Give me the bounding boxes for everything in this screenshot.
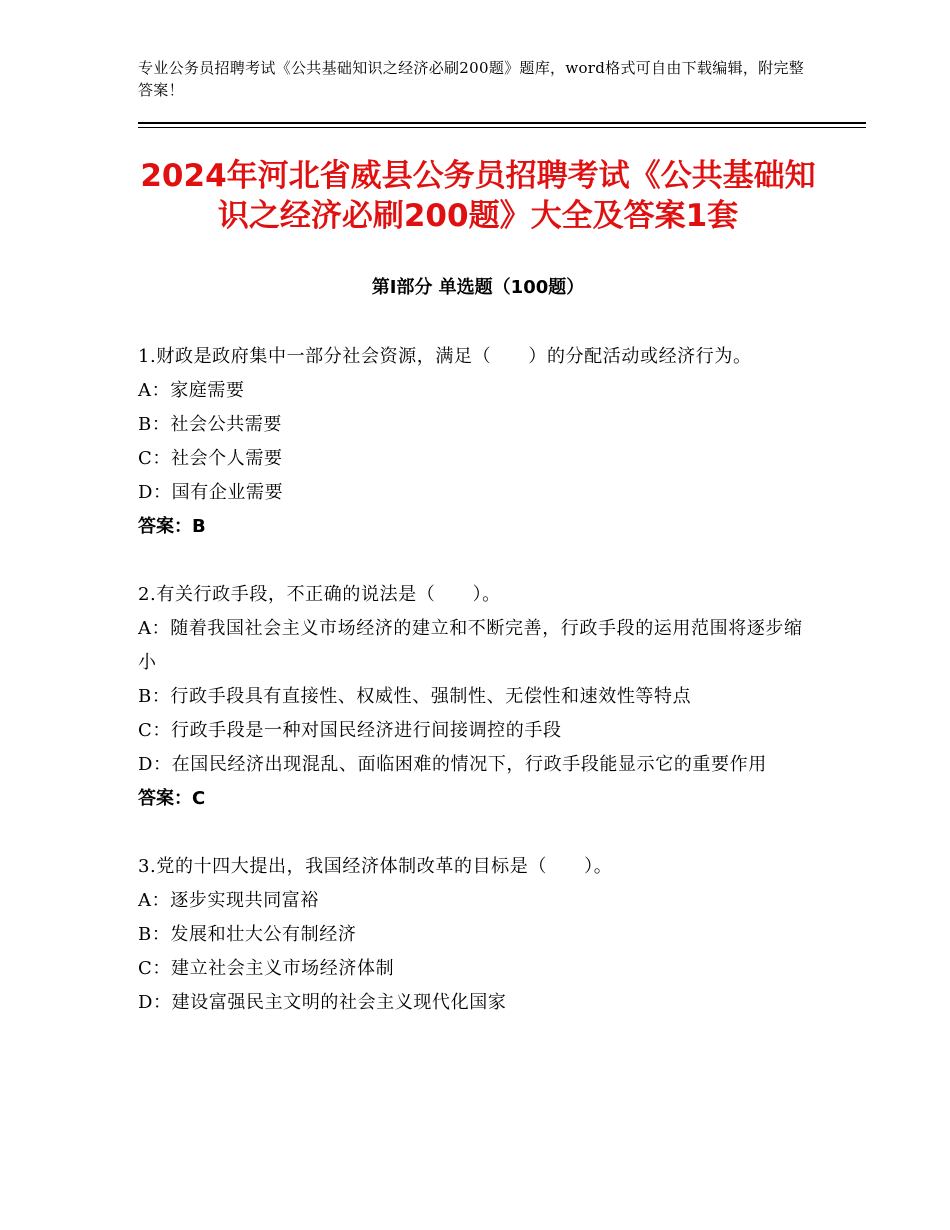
option-b: B：发展和壮大公有制经济 <box>138 924 357 945</box>
option-c: C：行政手段是一种对国民经济进行间接调控的手段 <box>138 720 562 741</box>
header-divider-thin <box>138 127 866 128</box>
option-c: C：建立社会主义市场经济体制 <box>138 958 395 979</box>
question-stem: 1.财政是政府集中一部分社会资源，满足（ ）的分配活动或经济行为。 <box>138 346 752 367</box>
header-divider-thick <box>138 122 866 124</box>
option-d: D：建设富强民主文明的社会主义现代化国家 <box>138 992 507 1013</box>
option-a: A：家庭需要 <box>138 380 245 401</box>
document-title: 2024年河北省威县公务员招聘考试《公共基础知识之经济必刷200题》大全及答案1套 <box>140 158 816 234</box>
section-heading: 第Ⅰ部分 单选题（100题） <box>371 277 585 298</box>
option-d: D：在国民经济出现混乱、面临困难的情况下，行政手段能显示它的重要作用 <box>138 754 767 775</box>
question-stem: 2.有关行政手段，不正确的说法是（ ）。 <box>138 584 501 605</box>
question-stem: 3.党的十四大提出，我国经济体制改革的目标是（ ）。 <box>138 856 613 877</box>
option-b: B：行政手段具有直接性、权威性、强制性、无偿性和速效性等特点 <box>138 686 692 707</box>
question-item <box>138 850 808 1020</box>
question-list <box>138 340 808 1054</box>
option-a: A：随着我国社会主义市场经济的建立和不断完善，行政手段的运用范围将逐步缩小 <box>138 618 803 673</box>
option-a: A：逐步实现共同富裕 <box>138 890 319 911</box>
option-b: B：社会公共需要 <box>138 414 283 435</box>
question-item <box>138 340 808 544</box>
option-d: D：国有企业需要 <box>138 482 284 503</box>
question-item <box>138 578 808 816</box>
answer-line: 答案：C <box>138 788 206 809</box>
option-c: C：社会个人需要 <box>138 448 283 469</box>
answer-line: 答案：B <box>138 516 206 537</box>
header-note: 专业公务员招聘考试《公共基础知识之经济必刷200题》题库，word格式可自由下载编辑，附完整答案！ <box>138 59 805 99</box>
